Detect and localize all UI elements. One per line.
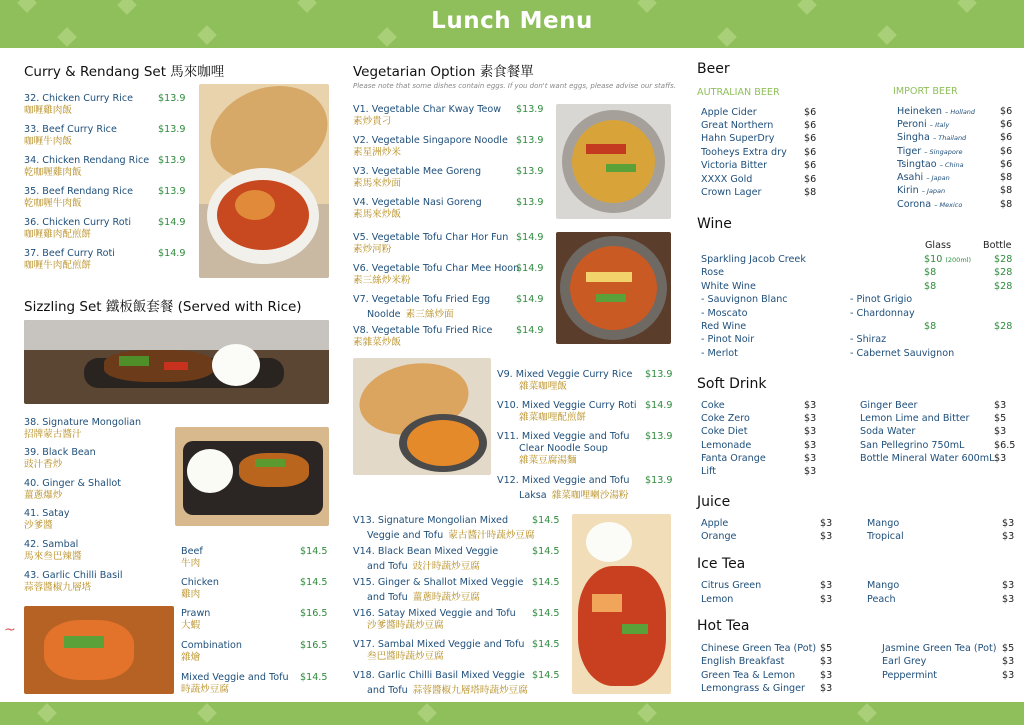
curry-heading: Curry & Rendang Set 馬來咖哩 <box>24 64 225 80</box>
veg-item <box>353 577 523 604</box>
drink-name: Ginger Beer <box>860 400 918 411</box>
item-name-zh: 素炒貴刁 <box>353 116 392 127</box>
drink-price: $6 <box>804 160 817 171</box>
drink-name: XXXX Gold <box>701 174 753 185</box>
sauce-name: 43. Garlic Chilli Basil <box>24 570 123 581</box>
drink-price: $3 <box>820 670 833 681</box>
drink-name: Victoria Bitter <box>701 160 768 171</box>
item-name-zh: 素星洲炒米 <box>353 147 401 158</box>
drink-name: Lemonade <box>701 440 752 451</box>
drink-price: $3 <box>994 400 1007 411</box>
sizzling-plate-photo <box>175 427 329 526</box>
footer-banner <box>0 702 1024 725</box>
protein-name-zh: 雞肉 <box>181 589 201 600</box>
wine-variety: - Moscato <box>701 308 748 319</box>
decor-diamond <box>417 703 437 723</box>
drink-price: $5 <box>1002 643 1015 654</box>
item-name-zh: 乾咖喱牛肉飯 <box>24 198 82 209</box>
protein-price: $14.5 <box>300 546 328 557</box>
drink-name: Heineken – Holland <box>897 106 976 117</box>
veg-item <box>353 135 508 159</box>
hot-tea-heading: Hot Tea <box>697 618 750 634</box>
sauce-name-zh: 馬來叁巴辣醬 <box>24 551 82 562</box>
veg-item <box>353 670 528 697</box>
drink-name: Coke <box>701 400 725 411</box>
item-name: V5. Vegetable Tofu Char Hor Fun <box>353 232 509 243</box>
drink-name: Bottle Mineral Water 600mL <box>860 453 995 464</box>
drink-name: Soda Water <box>860 426 916 437</box>
veg-item <box>353 546 498 573</box>
drink-name: San Pellegrino 750mL <box>860 440 965 451</box>
sauce-name-zh: 沙爹醬 <box>24 520 53 531</box>
item-price: $13.9 <box>516 135 544 146</box>
protein-name-zh: 雜燴 <box>181 652 201 663</box>
sauce-item <box>24 447 96 471</box>
item-price: $13.9 <box>645 369 673 380</box>
drink-price: $3 <box>804 426 817 437</box>
drink-price: $8 <box>804 187 817 198</box>
sauce-name-zh: 薑蔥爆炒 <box>24 490 63 501</box>
item-name: V13. Signature Mongolian Mixed <box>353 515 509 526</box>
item-name-zh: 雜菜豆腐湯麵 <box>519 455 577 466</box>
drink-price: $3 <box>820 656 833 667</box>
veg-item <box>353 104 501 128</box>
drink-name: Tsingtao – China <box>897 159 964 170</box>
veg-note: Please note that some dishes contain eggs. If you don't want eggs, please advise our staffs. <box>353 82 677 90</box>
drink-name: Great Northern <box>701 120 774 131</box>
protein-item <box>181 640 242 664</box>
item-price: $14.5 <box>532 670 560 681</box>
wine-glass-price: $8 <box>924 267 937 278</box>
drink-name: Lemon <box>701 594 734 605</box>
item-name: V4. Vegetable Nasi Goreng <box>353 197 482 208</box>
drink-name: Green Tea & Lemon <box>701 670 796 681</box>
menu-item <box>24 217 131 241</box>
item-name-cont: Veggie and Tofu <box>367 530 444 541</box>
item-price: $14.9 <box>158 248 186 259</box>
sizzling-photo <box>24 320 329 404</box>
item-price: $14.5 <box>532 608 560 619</box>
drink-name: Tropical <box>867 531 904 542</box>
item-price: $13.9 <box>516 197 544 208</box>
wine-bottle-price: $28 <box>994 267 1013 278</box>
item-name-zh: 素雜菜炒飯 <box>353 337 401 348</box>
wine-glass-price: $8 <box>924 281 937 292</box>
item-name-zh: 雜菜咖哩飯 <box>519 381 567 392</box>
veg-item <box>353 166 481 190</box>
item-name-cont: and Tofu <box>367 685 408 696</box>
drink-name: Peppermint <box>882 670 938 681</box>
menu-item <box>24 248 115 272</box>
sauce-item <box>24 417 141 441</box>
drink-name: Mango <box>867 518 900 529</box>
veg-item <box>353 325 492 349</box>
drink-price: $6 <box>1000 106 1013 117</box>
wine-glass-price: $10 (200ml) <box>924 254 971 265</box>
tofu-veggie-photo <box>572 514 671 694</box>
item-price: $13.9 <box>158 124 186 135</box>
drink-name: Coke Zero <box>701 413 750 424</box>
sauce-name-zh: 招牌蒙古醬汁 <box>24 429 82 440</box>
wine-variety: - Chardonnay <box>850 308 915 319</box>
drink-price: $5 <box>994 413 1007 424</box>
menu-item <box>24 124 117 148</box>
wine-name: Sparkling Jacob Creek <box>701 254 806 265</box>
drink-price: $3 <box>820 580 833 591</box>
item-name-zh: 雜菜咖哩配煎餅 <box>519 412 587 423</box>
drink-name: Jasmine Green Tea (Pot) <box>882 643 997 654</box>
item-name: V9. Mixed Veggie Curry Rice <box>497 369 633 380</box>
wine-variety: - Shiraz <box>850 334 887 345</box>
sauce-name: 42. Sambal <box>24 539 79 550</box>
item-name-zh: 豉汁時蔬炒豆腐 <box>412 561 480 572</box>
sauce-item <box>24 478 121 502</box>
veg-item <box>497 369 632 393</box>
item-name-zh: 素馬來炒飯 <box>353 209 401 220</box>
item-name-zh: 素三絲炒米粉 <box>353 275 411 286</box>
item-price: $13.9 <box>645 431 673 442</box>
drink-price: $3 <box>1002 594 1015 605</box>
drink-name: Apple <box>701 518 729 529</box>
item-price: $13.9 <box>516 104 544 115</box>
drink-name: Lift <box>701 466 716 477</box>
item-name: 36. Chicken Curry Roti <box>24 217 132 228</box>
item-price: $14.9 <box>516 232 544 243</box>
item-name-zh: 蒜蓉醬椒九層塔時蔬炒豆腐 <box>412 685 528 696</box>
drink-price: $6 <box>1000 132 1013 143</box>
swirl-icon: ~ <box>4 622 16 638</box>
drink-price: $6 <box>1000 146 1013 157</box>
item-price: $13.9 <box>645 475 673 486</box>
item-name: V16. Satay Mixed Veggie and Tofu <box>353 608 516 619</box>
protein-name: Beef <box>181 546 203 557</box>
drink-name: Tiger – Singapore <box>897 146 963 157</box>
drink-price: $6 <box>804 107 817 118</box>
protein-item <box>181 672 289 696</box>
protein-item <box>181 608 210 632</box>
sauce-name-zh: 豉汁香炒 <box>24 459 63 470</box>
drink-name: Lemongrass & Ginger <box>701 683 805 694</box>
drink-price: $8 <box>1000 199 1013 210</box>
veg-item <box>353 294 490 321</box>
veg-item <box>353 263 519 287</box>
prawn-photo <box>24 606 174 694</box>
item-name: 35. Beef Rendang Rice <box>24 186 134 197</box>
drink-price: $3 <box>804 400 817 411</box>
wine-name: White Wine <box>701 281 756 292</box>
item-name-zh: 咖喱雞肉飯 <box>24 105 72 116</box>
item-name: V18. Garlic Chilli Basil Mixed Veggie <box>353 670 525 681</box>
soft-drink-heading: Soft Drink <box>697 376 767 392</box>
protein-price: $16.5 <box>300 608 328 619</box>
header-banner <box>0 0 1024 48</box>
item-price: $14.9 <box>158 217 186 228</box>
sauce-item <box>24 570 123 594</box>
item-name: V11. Mixed Veggie and Tofu <box>497 431 630 442</box>
drink-name: Earl Grey <box>882 656 927 667</box>
ice-tea-heading: Ice Tea <box>697 556 746 572</box>
protein-name-zh: 時蔬炒豆腐 <box>181 684 229 695</box>
veg-item <box>353 639 524 663</box>
item-name: V3. Vegetable Mee Goreng <box>353 166 482 177</box>
drink-name: Apple Cider <box>701 107 757 118</box>
sauce-name-zh: 蒜蓉醬椒九層塔 <box>24 582 92 593</box>
drink-price: $3 <box>1002 580 1015 591</box>
drink-price: $6 <box>804 133 817 144</box>
protein-price: $16.5 <box>300 640 328 651</box>
curry-roti-veg-photo <box>353 358 491 475</box>
drink-name: Tooheys Extra dry <box>701 147 787 158</box>
drink-price: $3 <box>820 594 833 605</box>
item-name-zh: 素馬來炒面 <box>353 178 401 189</box>
item-name: V10. Mixed Veggie Curry Roti <box>497 400 637 411</box>
item-price: $14.5 <box>532 577 560 588</box>
item-name: V17. Sambal Mixed Veggie and Tofu <box>353 639 525 650</box>
item-name-cont: and Tofu <box>367 592 408 603</box>
stirfry-photo <box>556 232 671 344</box>
protein-price: $14.5 <box>300 672 328 683</box>
wine-heading: Wine <box>697 216 732 232</box>
item-price: $13.9 <box>158 93 186 104</box>
sizzling-heading: Sizzling Set 鐵板飯套餐 (Served with Rice) <box>24 299 302 315</box>
wine-bottle-price: $28 <box>994 321 1013 332</box>
drink-price: $6 <box>804 147 817 158</box>
item-name-zh: 沙爹醬時蔬炒豆腐 <box>367 620 444 631</box>
item-name: 37. Beef Curry Roti <box>24 248 115 259</box>
veg-item <box>353 515 535 542</box>
page-title: Lunch Menu <box>431 8 593 34</box>
item-name: V6. Vegetable Tofu Char Mee Hoon <box>353 263 520 274</box>
item-name-cont: and Tofu <box>367 561 408 572</box>
drink-price: $3 <box>804 440 817 451</box>
wine-variety: - Pinot Grigio <box>850 294 913 305</box>
decor-diamond <box>37 703 57 723</box>
item-name-zh: 咖喱牛肉配煎餅 <box>24 260 92 271</box>
protein-name: Combination <box>181 640 243 651</box>
veg-item <box>353 608 516 632</box>
drink-name: Lemon Lime and Bitter <box>860 413 970 424</box>
drink-price: $3 <box>804 466 817 477</box>
item-price: $14.9 <box>516 263 544 274</box>
drink-name: Singha – Thailand <box>897 132 967 143</box>
beer-heading: Beer <box>697 61 730 77</box>
item-name-zh: 素炒河粉 <box>353 244 392 255</box>
noodle-photo <box>556 104 671 219</box>
item-name: 34. Chicken Rendang Rice <box>24 155 150 166</box>
item-name: V8. Vegetable Tofu Fried Rice <box>353 325 493 336</box>
drink-price: $6 <box>804 120 817 131</box>
drink-price: $6 <box>804 174 817 185</box>
item-name-zh: 乾咖喱雞肉飯 <box>24 167 82 178</box>
drink-name: Mango <box>867 580 900 591</box>
item-price: $14.9 <box>516 325 544 336</box>
sauce-item <box>24 508 70 532</box>
veg-item <box>497 475 629 502</box>
item-price: $13.9 <box>158 186 186 197</box>
wine-variety: - Merlot <box>701 348 738 359</box>
drink-price: $3 <box>1002 670 1015 681</box>
drink-price: $5 <box>820 643 833 654</box>
drink-price: $3 <box>804 453 817 464</box>
drink-price: $3 <box>820 531 833 542</box>
sauce-name: 38. Signature Mongolian <box>24 417 142 428</box>
wine-variety: - Cabernet Sauvignon <box>850 348 955 359</box>
drink-name: Coke Diet <box>701 426 748 437</box>
drink-price: $3 <box>1002 518 1015 529</box>
glass-col-label: Glass <box>925 240 951 251</box>
item-name: 32. Chicken Curry Rice <box>24 93 134 104</box>
drink-price: $6 <box>1000 159 1013 170</box>
item-name-zh: 薑蔥時蔬炒豆腐 <box>412 592 480 603</box>
item-name-zh: 叁巴醬時蔬炒豆腐 <box>367 651 444 662</box>
menu-item <box>24 155 149 179</box>
drink-name: Fanta Orange <box>701 453 766 464</box>
sauce-item <box>24 539 82 563</box>
sauce-name: 41. Satay <box>24 508 70 519</box>
drink-price: $3 <box>1002 531 1015 542</box>
item-name-zh: 咖喱雞肉配煎餅 <box>24 229 92 240</box>
sauce-name: 39. Black Bean <box>24 447 96 458</box>
drink-price: $3 <box>804 413 817 424</box>
sauce-name: 40. Ginger & Shallot <box>24 478 122 489</box>
drink-price: $3 <box>994 453 1007 464</box>
item-name: V14. Black Bean Mixed Veggie <box>353 546 499 557</box>
wine-bottle-price: $28 <box>994 281 1013 292</box>
item-name: V2. Vegetable Singapore Noodle <box>353 135 508 146</box>
drink-name: Crown Lager <box>701 187 762 198</box>
drink-name: Peach <box>867 594 896 605</box>
drink-price: $3 <box>820 518 833 529</box>
item-name-zh: 雜菜咖哩喇沙湯粉 <box>551 490 629 501</box>
wine-bottle-price: $28 <box>994 254 1013 265</box>
drink-price: $6 <box>1000 119 1013 130</box>
drink-price: $3 <box>820 683 833 694</box>
decor-diamond <box>857 703 877 723</box>
drink-name: Hahn SuperDry <box>701 133 775 144</box>
veg-item <box>497 400 637 424</box>
drink-name: Orange <box>701 531 737 542</box>
wine-name: Rose <box>701 267 725 278</box>
wine-variety: - Pinot Noir <box>701 334 755 345</box>
item-name-cont: Laksa <box>519 490 547 501</box>
import-beer-label: IMPORT BEER <box>893 86 958 97</box>
protein-name: Prawn <box>181 608 211 619</box>
drink-price: $3 <box>994 426 1007 437</box>
drink-name: English Breakfast <box>701 656 785 667</box>
item-name-zh: 咖喱牛肉飯 <box>24 136 72 147</box>
protein-name: Mixed Veggie and Tofu <box>181 672 289 683</box>
curry-roti-photo <box>199 84 329 278</box>
drink-price: $3 <box>1002 656 1015 667</box>
drink-price: $6.5 <box>994 440 1016 451</box>
item-name-cont: Noolde <box>367 309 401 320</box>
item-name: 33. Beef Curry Rice <box>24 124 117 135</box>
protein-price: $14.5 <box>300 577 328 588</box>
veg-item <box>353 197 482 221</box>
item-name: V12. Mixed Veggie and Tofu <box>497 475 630 486</box>
drink-name: Kirin – Japan <box>897 185 946 196</box>
item-name: V7. Vegetable Tofu Fried Egg <box>353 294 491 305</box>
menu-item <box>24 93 133 117</box>
drink-name: Chinese Green Tea (Pot) <box>701 643 817 654</box>
protein-name: Chicken <box>181 577 219 588</box>
juice-heading: Juice <box>697 494 731 510</box>
drink-name: Corona – Mexico <box>897 199 963 210</box>
item-name-zh: 素三絲炒面 <box>405 309 454 320</box>
protein-item <box>181 546 203 570</box>
protein-name-zh: 牛肉 <box>181 558 201 569</box>
protein-item <box>181 577 219 601</box>
bottle-col-label: Bottle <box>983 240 1012 251</box>
item-name: V1. Vegetable Char Kway Teow <box>353 104 502 115</box>
aus-beer-label: AUTRALIAN BEER <box>697 87 780 98</box>
item-price: $14.5 <box>532 546 560 557</box>
drink-name: Citrus Green <box>701 580 762 591</box>
veg-item <box>353 232 508 256</box>
wine-glass-price: $8 <box>924 321 937 332</box>
veg-item <box>497 431 629 467</box>
protein-name-zh: 大蝦 <box>181 620 201 631</box>
drink-name: Asahi – Japan <box>897 172 950 183</box>
item-price: $14.9 <box>645 400 673 411</box>
wine-variety: - Sauvignon Blanc <box>701 294 788 305</box>
item-price: $13.9 <box>158 155 186 166</box>
item-price: $13.9 <box>516 166 544 177</box>
veg-heading: Vegetarian Option 素食餐單 <box>353 64 534 80</box>
drink-name: Peroni – Italy <box>897 119 950 130</box>
decor-diamond <box>197 703 217 723</box>
menu-item <box>24 186 133 210</box>
item-price: $14.5 <box>532 515 560 526</box>
drink-price: $8 <box>1000 185 1013 196</box>
item-name-zh: 蒙古醬汁時蔬炒豆腐 <box>448 530 535 541</box>
item-name: V15. Ginger & Shallot Mixed Veggie <box>353 577 524 588</box>
drink-price: $8 <box>1000 172 1013 183</box>
wine-name: Red Wine <box>701 321 747 332</box>
item-name-cont: Clear Noodle Soup <box>519 443 608 454</box>
item-price: $14.5 <box>532 639 560 650</box>
item-price: $14.9 <box>516 294 544 305</box>
decor-diamond <box>637 703 657 723</box>
